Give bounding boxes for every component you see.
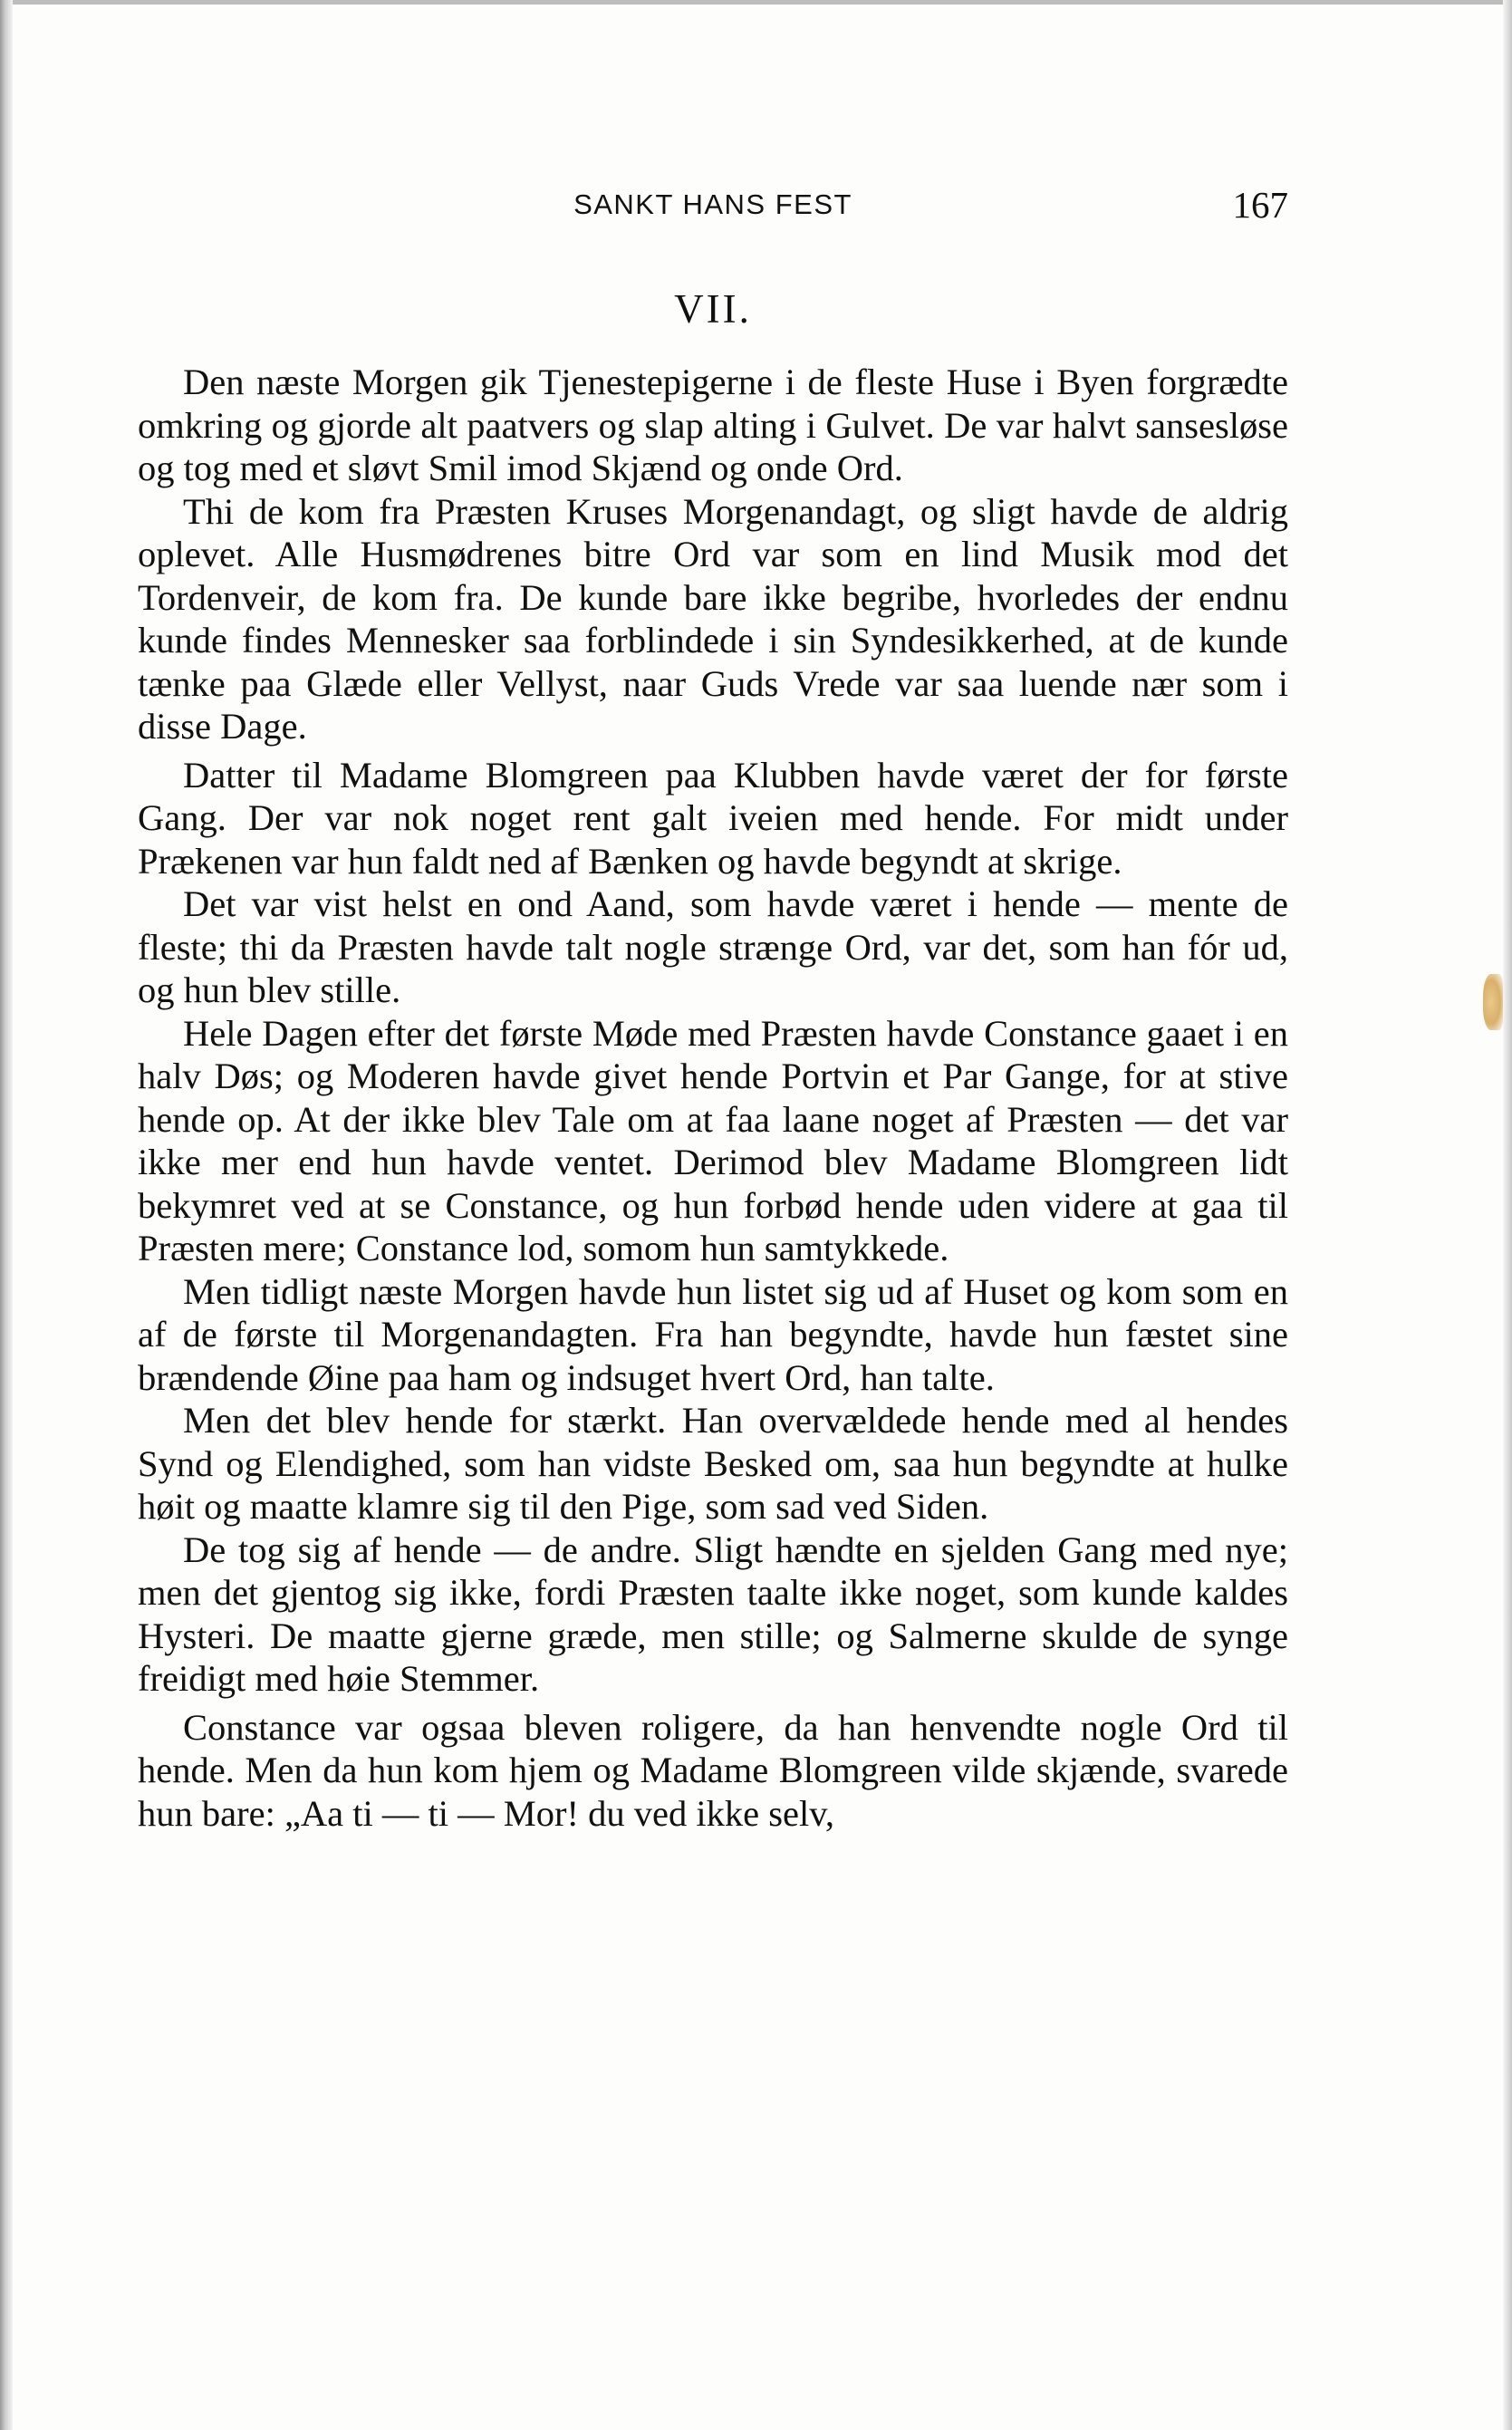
paragraph: De tog sig af hende — de andre. Sligt hændte en sjelden Gang med nye; men det gjentog sig ikke, fordi Præsten taalte ikke noget, som kunde kaldes Hysteri. De maatte gjerne græde, men stille; og Salmerne skulde de synge freidigt med høie Stemmer.: [138, 1528, 1288, 1699]
paragraph: Det var vist helst en ond Aand, som havde været i hende — mente de fleste; thi da Præsten havde talt nogle strænge Ord, var det, som han fór ud, og hun blev stille.: [138, 883, 1288, 1010]
paragraph: Hele Dagen efter det første Møde med Præsten havde Constance gaaet i en halv Døs; og Moderen havde givet hende Portvin et Par Gange, for at stive hende op. At der ikke blev Tale om at faa laane noget af Præsten — det var ikke mer end hun havde ventet. Derimod blev Madame Blomgreen lidt bekymret ved at se Constance, og hun forbød hende uden videre at gaa til Præsten mere; Constance lod, somom hun samtykkede.: [138, 1012, 1288, 1268]
paragraph: Thi de kom fra Præsten Kruses Morgenandagt, og sligt havde de aldrig oplevet. Alle Husmødrenes bitre Ord var som en lind Musik mod det Tordenveir, de kom fra. De kunde bare ikke begribe, hvorledes der endnu kunde findes Mennesker saa forblindede i sin Syndesikkerhed, at de kunde tænke paa Glæde eller Vellyst, naar Guds Vrede var saa luende nær som i disse Dage.: [138, 490, 1288, 747]
paragraph: Constance var ogsaa bleven roligere, da han henvendte nogle Ord til hende. Men da hun kom hjem og Madame Blomgreen vilde skjænde, svarede hun bare: „Aa ti — ti — Mor! du ved ikke selv,: [138, 1706, 1288, 1834]
paragraph: Den næste Morgen gik Tjenestepigerne i de fleste Huse i Byen forgrædte omkring og gjorde alt paatvers og slap alting i Gulvet. De var halvt sansesløse og tog med et sløvt Smil imod Skjænd og onde Ord.: [138, 362, 1288, 488]
thumb-stain: [1483, 974, 1503, 1030]
body-text: [138, 361, 1288, 1835]
running-header: [138, 183, 1288, 228]
page-number: 167: [1232, 184, 1288, 226]
paragraph: Men tidligt næste Morgen havde hun listet sig ud af Huset og kom som en af de første til Morgenandagten. Fra han begyndte, havde hun fæstet sine brændende Øine paa ham og indsuget hvert Ord, han talte.: [138, 1270, 1288, 1398]
scan-left-edge: [0, 0, 13, 2430]
paragraph: Men det blev hende for stærkt. Han overvældede hende med al hendes Synd og Elendighed, som han vidste Besked om, saa hun begyndte at hulke høit og maatte klamre sig til den Pige, som sad ved Siden.: [138, 1400, 1288, 1527]
running-title: SANKT HANS FEST: [573, 188, 852, 220]
paragraph: Datter til Madame Blomgreen paa Klubben havde været der for første Gang. Der var nok noget rent galt iveien med hende. For midt under Prækenen var hun faldt ned af Bænken og havde begyndt at skrige.: [138, 754, 1288, 882]
scan-top-edge: [0, 0, 1512, 5]
chapter-heading: VII.: [674, 286, 752, 332]
scan-right-edge: [1503, 0, 1512, 2430]
